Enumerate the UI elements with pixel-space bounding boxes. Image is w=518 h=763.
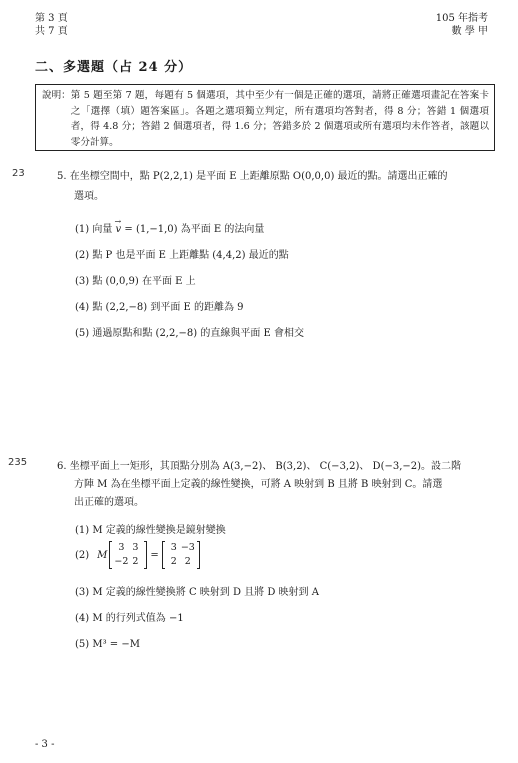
option-6-4: (4) M 的行列式值為 −1 (75, 613, 184, 624)
margin-note: 23 (12, 168, 25, 179)
vector-v: → v (116, 222, 122, 237)
option-5-2: (2) 點 P 也是平面 E 上距離點 (4,4,2) 最近的點 (75, 250, 289, 261)
total-pages: 共 7 頁 (35, 26, 68, 37)
instructions-text: 第 5 題至第 7 題，每題有 5 個選項，其中至少有一個是正確的選項，請將正確選項畫記在答案卡之「選擇（填）題答案區」。各題之選項獨立判定，所有選項均答對者，得 8 分；答錯 1 個選項者，得 4.8 分；答錯 2 個選項者，得 1.6 分；答錯多於 2 個選項或所有選項均未作答者，該題以零分計算。 (70, 90, 489, 148)
option-5-1: (1) 向量 → v = (1,−1,0) 為平面 E 的法向量 (75, 222, 264, 237)
option-5-4: (4) 點 (2,2,−8) 到平面 E 的距離為 9 (75, 302, 244, 313)
option-6-2: (2) M 3 3 −2 2 = 3 −3 2 2 (75, 541, 200, 569)
page-number: 第 3 頁 (35, 13, 68, 24)
option-5-5: (5) 通過原點和點 (2,2,−8) 的直線與平面 E 會相交 (75, 328, 304, 339)
page-footer: - 3 - (35, 739, 55, 750)
page-header-left (35, 12, 68, 38)
margin-note: 235 (8, 457, 28, 468)
matrix-right: 3 −3 2 2 (162, 541, 200, 569)
instructions-label: 說明： (42, 90, 71, 101)
question-text-cont: 出正確的選項。 (74, 497, 144, 508)
page-header-right (436, 12, 488, 38)
question-number: 5. (57, 171, 67, 182)
matrix-left: 3 3 −2 2 (109, 541, 147, 569)
question-text: 坐標平面上一矩形，其頂點分別為 A(3,−2)、 B(3,2)、 C(−3,2)、 D(−3,−2)。設二階 (69, 461, 462, 472)
question-text: 在坐標空間中，點 P(2,2,1) 是平面 E 上距離原點 O(0,0,0) 最近的點。請選出正確的 (69, 171, 448, 182)
vector-arrow-icon: → (114, 217, 122, 226)
question-5-stem (57, 169, 495, 204)
question-text-cont: 方陣 M 為在坐標平面上定義的線性變換，可將 A 映射到 B 且將 B 映射到 C。請選 (74, 479, 443, 490)
option-6-5: (5) M³ = −M (75, 639, 140, 650)
option-5-3: (3) 點 (0,0,9) 在平面 E 上 (75, 276, 196, 287)
section-title: 二、多選題（占 24 分） (35, 60, 193, 75)
exam-subject: 數 學 甲 (451, 26, 488, 37)
option-6-3: (3) M 定義的線性變換將 C 映射到 D 且將 D 映射到 A (75, 587, 319, 598)
exam-year: 105 年指考 (435, 13, 488, 24)
question-text-cont: 選項。 (74, 191, 104, 202)
question-6-stem (57, 459, 495, 510)
question-number: 6. (57, 461, 67, 472)
option-6-1: (1) M 定義的線性變換是鏡射變換 (75, 525, 226, 536)
instructions-box (35, 84, 495, 151)
